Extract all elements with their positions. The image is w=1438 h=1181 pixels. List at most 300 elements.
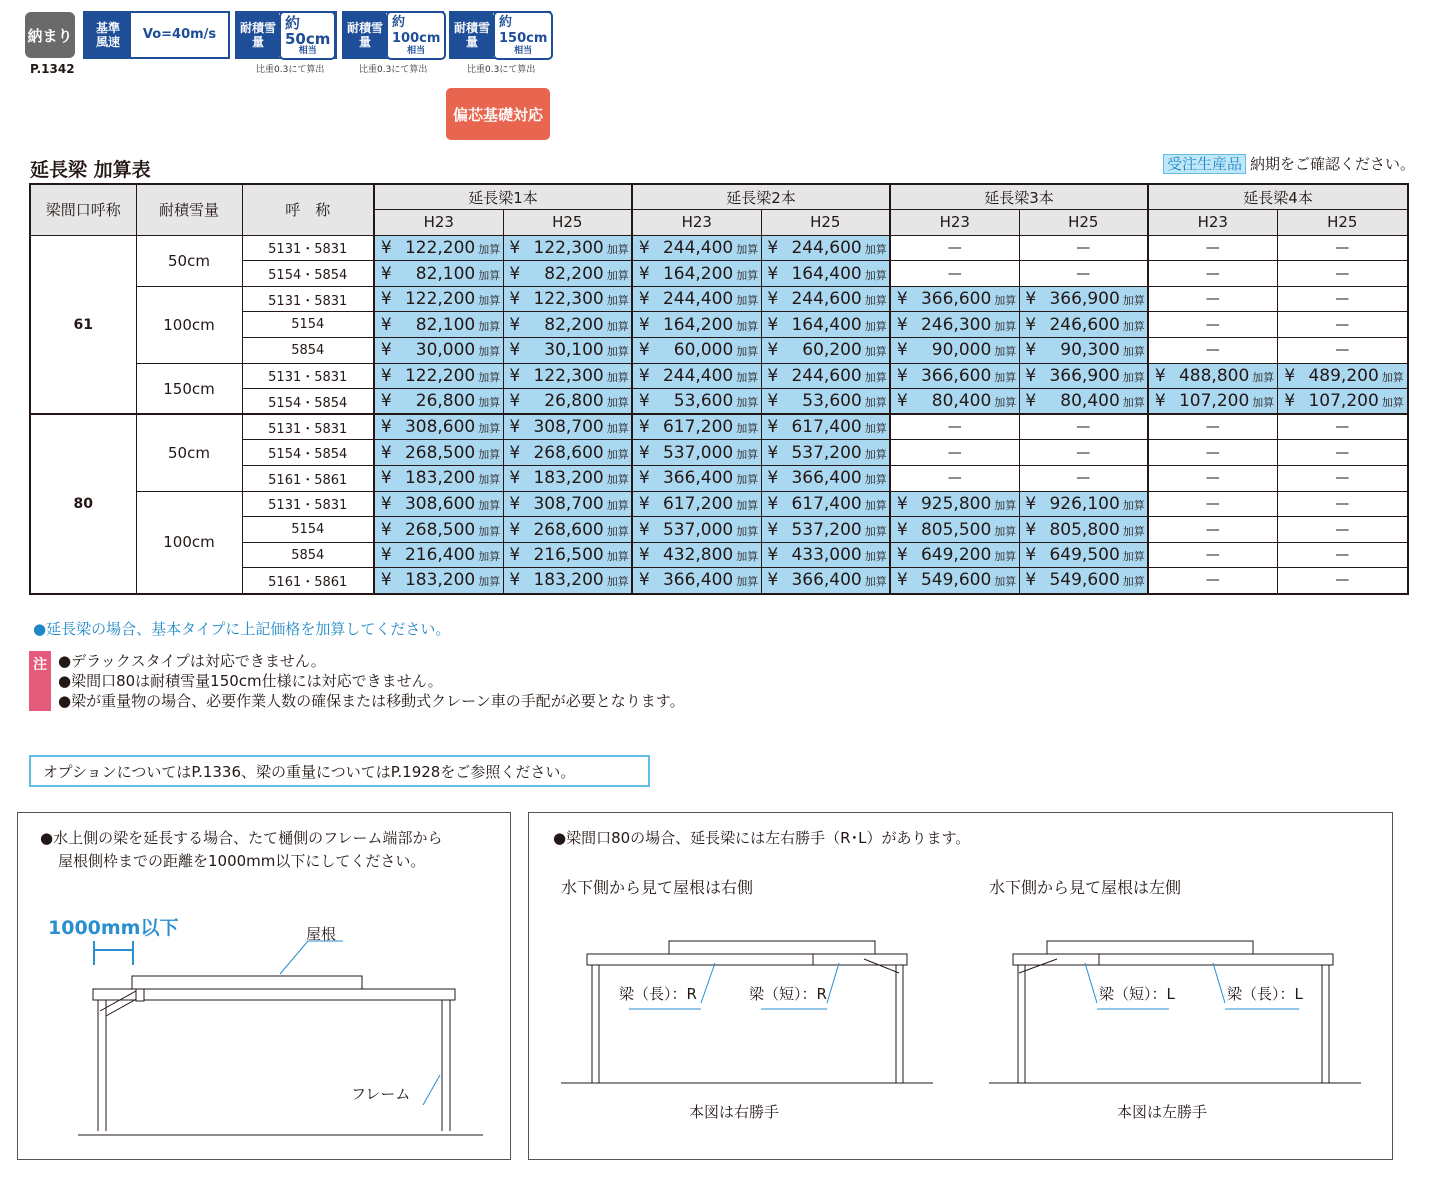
add-suffix: 加算 [736,498,759,512]
add-suffix: 加算 [736,319,759,333]
extension-beam-price-table [29,183,1409,595]
add-suffix: 加算 [736,294,759,308]
add-suffix: 加算 [606,550,629,564]
col-h25: H25 [503,210,632,236]
yen-sign: ¥ [509,570,521,591]
add-suffix: 加算 [606,447,629,461]
add-suffix: 加算 [1381,396,1404,410]
empty-cell: — [1148,338,1277,364]
caution-lines [58,651,685,711]
price-cell [374,414,503,440]
add-suffix: 加算 [478,345,501,359]
offset-foundation-button[interactable]: 偏芯基礎対応 [446,88,550,140]
col-h25: H25 [1019,210,1148,236]
yen-sign: ¥ [767,365,779,386]
add-suffix: 加算 [1122,550,1145,564]
snow-label: 耐積雪 量 [344,13,386,57]
empty-cell: — [890,235,1019,261]
yen-sign: ¥ [1025,314,1037,335]
price-cell [503,286,632,312]
left-diagram-panel [17,812,511,1160]
price-cell [374,568,503,594]
snow-value: 約150cm [499,14,548,46]
yen-sign: ¥ [1284,365,1296,386]
yen-sign: ¥ [1025,340,1037,361]
price-value: 537,000 [662,519,734,540]
model-cell: 5161・5861 [242,466,374,492]
add-suffix: 加算 [864,473,887,487]
price-cell [374,466,503,492]
price-value: 216,400 [404,545,476,566]
price-cell [632,542,761,568]
price-cell [761,466,890,492]
price-cell [374,235,503,261]
add-suffix: 加算 [994,550,1017,564]
add-suffix: 加算 [736,575,759,589]
table-row [30,414,1408,440]
yen-sign: ¥ [638,468,650,489]
price-value: 537,000 [662,442,734,463]
add-suffix: 加算 [864,550,887,564]
yen-sign: ¥ [896,365,908,386]
ratio-note: 比重0.3にて算出 [359,65,428,75]
price-cell [503,261,632,287]
empty-cell: — [1148,491,1277,517]
price-value: 268,600 [533,519,604,540]
price-cell [632,517,761,543]
left-caption: 本図は右勝手 [689,1103,780,1121]
yen-sign: ¥ [380,340,392,361]
add-suffix: 加算 [736,268,759,282]
price-cell [1019,286,1148,312]
yen-sign: ¥ [638,365,650,386]
col-h25: H25 [761,210,890,236]
add-suffix: 加算 [478,396,501,410]
add-suffix: 加算 [1252,370,1275,384]
empty-cell: — [1277,261,1408,287]
price-cell [503,542,632,568]
snow-value: 約50cm [285,13,331,48]
yen-sign: ¥ [638,570,650,591]
price-cell [632,235,761,261]
price-cell [503,517,632,543]
price-cell [503,363,632,389]
col-h23: H23 [374,210,503,236]
price-value: 60,000 [673,340,734,361]
price-value: 308,600 [404,493,476,514]
made-to-order-text: 納期をご確認ください。 [1250,155,1416,173]
yen-sign: ¥ [509,545,521,566]
add-suffix: 加算 [478,242,501,256]
price-cell [374,542,503,568]
yen-sign: ¥ [1154,365,1166,386]
yen-sign: ¥ [896,545,908,566]
price-cell [632,312,761,338]
price-value: 216,500 [533,545,604,566]
price-cell [632,389,761,415]
price-value: 82,200 [544,263,604,284]
price-value: 617,200 [662,417,734,438]
table-row [30,363,1408,389]
price-value: 308,700 [533,417,604,438]
price-value: 82,100 [415,263,476,284]
add-suffix: 加算 [1122,370,1145,384]
yen-sign: ¥ [380,493,392,514]
add-suffix: 加算 [864,242,887,256]
price-value: 366,600 [920,365,992,386]
yen-sign: ¥ [1025,391,1037,412]
right-panel-text: ●梁間口80の場合、延長梁には左右勝手（R･L）があります。 [553,829,971,847]
price-cell [503,389,632,415]
price-value: 925,800 [920,493,992,514]
empty-cell: — [1277,338,1408,364]
option-reference-box: オプションについてはP.1336、梁の重量についてはP.1928をご参照ください。 [29,755,650,787]
col-h23: H23 [890,210,1019,236]
yen-sign: ¥ [767,442,779,463]
price-value: 549,600 [1049,570,1120,591]
price-cell [503,466,632,492]
yen-sign: ¥ [896,493,908,514]
price-value: 805,800 [1049,519,1120,540]
price-cell [1019,389,1148,415]
add-suffix: 加算 [1122,319,1145,333]
empty-cell: — [1148,568,1277,594]
price-value: 649,500 [1049,545,1120,566]
yen-sign: ¥ [767,570,779,591]
add-suffix: 加算 [478,422,501,436]
add-suffix: 加算 [606,473,629,487]
col-beam-4: 延長梁4本 [1148,184,1408,210]
add-suffix: 加算 [864,268,887,282]
snow-label: 耐積雪 量 [237,13,279,57]
caution-line: ●梁が重量物の場合、必要作業人数の確保または移動式クレーン車の手配が必要となります。 [58,692,685,710]
snow-sub: 相当 [407,45,426,56]
add-suffix: 加算 [864,396,887,410]
price-value: 82,200 [544,314,604,335]
add-suffix: 加算 [1252,396,1275,410]
price-value: 489,200 [1308,365,1379,386]
wind-value: Vo=40m/s [131,13,228,57]
add-suffix: 加算 [994,498,1017,512]
add-suffix: 加算 [736,242,759,256]
add-suffix: 加算 [864,447,887,461]
price-value: 649,200 [920,545,992,566]
yen-sign: ¥ [767,519,779,540]
price-value: 164,200 [662,314,734,335]
price-cell [890,491,1019,517]
price-cell [890,517,1019,543]
snow-cell: 50cm [136,235,242,286]
add-suffix: 加算 [1122,345,1145,359]
yen-sign: ¥ [896,289,908,310]
price-cell [890,363,1019,389]
model-cell: 5154・5854 [242,440,374,466]
yen-sign: ¥ [509,442,521,463]
add-suffix: 加算 [864,370,887,384]
add-suffix: 加算 [736,345,759,359]
price-cell [761,261,890,287]
beam-long-r: 梁（長）：R [619,985,697,1003]
price-value: 268,500 [404,442,476,463]
add-suffix: 加算 [478,498,501,512]
price-cell [1019,568,1148,594]
yen-sign: ¥ [638,340,650,361]
price-cell [374,440,503,466]
price-value: 122,200 [404,289,476,310]
add-suffix: 加算 [736,370,759,384]
model-cell: 5154・5854 [242,261,374,287]
caution-line: ●梁間口80は耐積雪量150cm仕様には対応できません。 [58,672,443,690]
yen-sign: ¥ [896,314,908,335]
empty-cell: — [1148,414,1277,440]
yen-sign: ¥ [638,391,650,412]
dimension-label: 1000mm以下 [48,917,179,939]
price-cell [503,568,632,594]
yen-sign: ¥ [767,289,779,310]
col-h23: H23 [632,210,761,236]
price-cell [503,440,632,466]
table-body [30,235,1408,593]
price-cell [503,338,632,364]
add-suffix: 加算 [478,319,501,333]
table-header [30,184,1408,235]
yen-sign: ¥ [638,263,650,284]
model-cell: 5161・5861 [242,568,374,594]
empty-cell: — [1277,235,1408,261]
price-value: 537,200 [791,442,862,463]
add-suffix: 加算 [1122,498,1145,512]
empty-cell: — [890,414,1019,440]
add-suffix: 加算 [606,242,629,256]
add-suffix: 加算 [1381,370,1404,384]
model-cell: 5131・5831 [242,286,374,312]
table-row [30,286,1408,312]
price-value: 366,400 [791,468,862,489]
price-value: 183,200 [404,468,476,489]
beam-hand-diagrams [529,813,1392,1159]
price-value: 164,400 [791,314,862,335]
add-suffix: 加算 [1122,396,1145,410]
add-suffix: 加算 [994,370,1017,384]
price-value: 60,200 [802,340,862,361]
add-suffix: 加算 [606,498,629,512]
price-cell [632,338,761,364]
caution-mark: 注 [29,651,51,711]
yen-sign: ¥ [1154,391,1166,412]
yen-sign: ¥ [380,545,392,566]
yen-sign: ¥ [380,519,392,540]
price-value: 244,400 [662,365,734,386]
price-value: 107,200 [1308,391,1379,412]
add-suffix: 加算 [1122,575,1145,589]
add-suffix: 加算 [606,370,629,384]
roof-label: 屋根 [306,925,337,943]
price-cell [1019,312,1148,338]
yen-sign: ¥ [380,289,392,310]
ratio-note: 比重0.3にて算出 [467,65,536,75]
price-value: 244,600 [791,237,862,258]
snow-cell: 50cm [136,414,242,491]
add-suffix: 加算 [606,575,629,589]
price-cell [503,235,632,261]
price-value: 549,600 [920,570,992,591]
add-suffix: 加算 [478,524,501,538]
price-cell [503,414,632,440]
carport-side-diagram [18,813,510,1159]
yen-sign: ¥ [380,442,392,463]
price-cell [374,286,503,312]
price-value: 366,900 [1049,289,1120,310]
price-cell [761,542,890,568]
yen-sign: ¥ [638,289,650,310]
table-title: 延長梁 加算表 [30,159,151,181]
table-row [30,491,1408,517]
right-caption: 本図は左勝手 [1117,1103,1208,1121]
add-suffix: 加算 [736,447,759,461]
yen-sign: ¥ [767,314,779,335]
price-value: 244,600 [791,365,862,386]
snow-cell: 150cm [136,363,242,414]
yen-sign: ¥ [767,263,779,284]
price-cell [1019,517,1148,543]
price-cell [503,491,632,517]
price-cell [890,389,1019,415]
price-cell [761,440,890,466]
price-cell [503,312,632,338]
price-value: 26,800 [415,391,476,412]
add-suffix: 加算 [994,396,1017,410]
price-cell [374,517,503,543]
price-value: 244,600 [791,289,862,310]
yen-sign: ¥ [1025,519,1037,540]
price-cell [890,286,1019,312]
price-value: 122,300 [533,289,604,310]
yen-sign: ¥ [509,289,521,310]
price-cell [890,338,1019,364]
price-cell [761,414,890,440]
page-reference: P.1342 [30,62,75,76]
price-value: 433,000 [791,545,862,566]
price-value: 308,700 [533,493,604,514]
price-value: 82,100 [415,314,476,335]
price-value: 183,200 [533,468,604,489]
empty-cell: — [1148,517,1277,543]
yen-sign: ¥ [380,365,392,386]
price-cell [374,261,503,287]
yen-sign: ¥ [1025,365,1037,386]
yen-sign: ¥ [509,493,521,514]
yen-sign: ¥ [509,468,521,489]
add-suffix: 加算 [478,473,501,487]
yen-sign: ¥ [509,340,521,361]
beam-short-r: 梁（短）：R [749,985,827,1003]
model-cell: 5154 [242,517,374,543]
yen-sign: ¥ [509,237,521,258]
price-cell [761,568,890,594]
price-cell [374,491,503,517]
price-cell [761,338,890,364]
col-beam-1: 延長梁1本 [374,184,632,210]
price-cell [632,414,761,440]
empty-cell: — [1019,235,1148,261]
price-value: 26,800 [544,391,604,412]
price-cell [632,286,761,312]
price-cell [761,389,890,415]
add-suffix: 加算 [864,319,887,333]
price-value: 366,900 [1049,365,1120,386]
frame-label: フレーム [351,1085,411,1103]
yen-sign: ¥ [767,545,779,566]
price-value: 617,400 [791,493,862,514]
yen-sign: ¥ [767,417,779,438]
add-suffix: 加算 [606,345,629,359]
price-cell [761,363,890,389]
yen-sign: ¥ [638,493,650,514]
add-suffix: 加算 [606,294,629,308]
price-value: 366,400 [791,570,862,591]
wind-speed-badge [83,11,230,59]
add-suffix: 加算 [1122,294,1145,308]
model-cell: 5154 [242,312,374,338]
left-panel-text-1: ●水上側の梁を延長する場合、たて樋側のフレーム端部から [40,829,443,847]
price-cell [1019,491,1148,517]
price-value: 537,200 [791,519,862,540]
yen-sign: ¥ [380,391,392,412]
caution-line: ●デラックスタイプは対応できません。 [58,652,326,670]
table-row [30,235,1408,261]
yen-sign: ¥ [767,237,779,258]
add-suffix: 加算 [606,422,629,436]
wind-label: 基準 風速 [85,13,131,57]
price-value: 122,200 [404,237,476,258]
price-cell [374,312,503,338]
empty-cell: — [1277,286,1408,312]
price-value: 617,200 [662,493,734,514]
add-suffix: 加算 [1122,524,1145,538]
model-cell: 5131・5831 [242,491,374,517]
price-value: 308,600 [404,417,476,438]
empty-cell: — [1277,466,1408,492]
price-cell [632,363,761,389]
snow-sub: 相当 [298,45,317,56]
price-value: 244,400 [662,289,734,310]
yen-sign: ¥ [380,314,392,335]
price-value: 366,400 [662,468,734,489]
price-value: 30,000 [415,340,476,361]
add-suffix: 加算 [736,473,759,487]
yen-sign: ¥ [509,417,521,438]
price-value: 122,300 [533,365,604,386]
add-suffix: 加算 [478,447,501,461]
add-suffix: 加算 [606,524,629,538]
model-cell: 5131・5831 [242,363,374,389]
col-beam-2: 延長梁2本 [632,184,890,210]
made-to-order-note [1163,153,1415,174]
price-cell [1019,363,1148,389]
model-cell: 5131・5831 [242,235,374,261]
empty-cell: — [1277,312,1408,338]
add-suffix: 加算 [736,524,759,538]
price-value: 366,400 [662,570,734,591]
empty-cell: — [1277,517,1408,543]
ratio-note: 比重0.3にて算出 [256,65,325,75]
snow-cell: 100cm [136,491,242,593]
yen-sign: ¥ [380,570,392,591]
price-value: 268,600 [533,442,604,463]
right-diagram-panel [528,812,1393,1160]
yen-sign: ¥ [638,519,650,540]
add-suffix: 加算 [478,294,501,308]
